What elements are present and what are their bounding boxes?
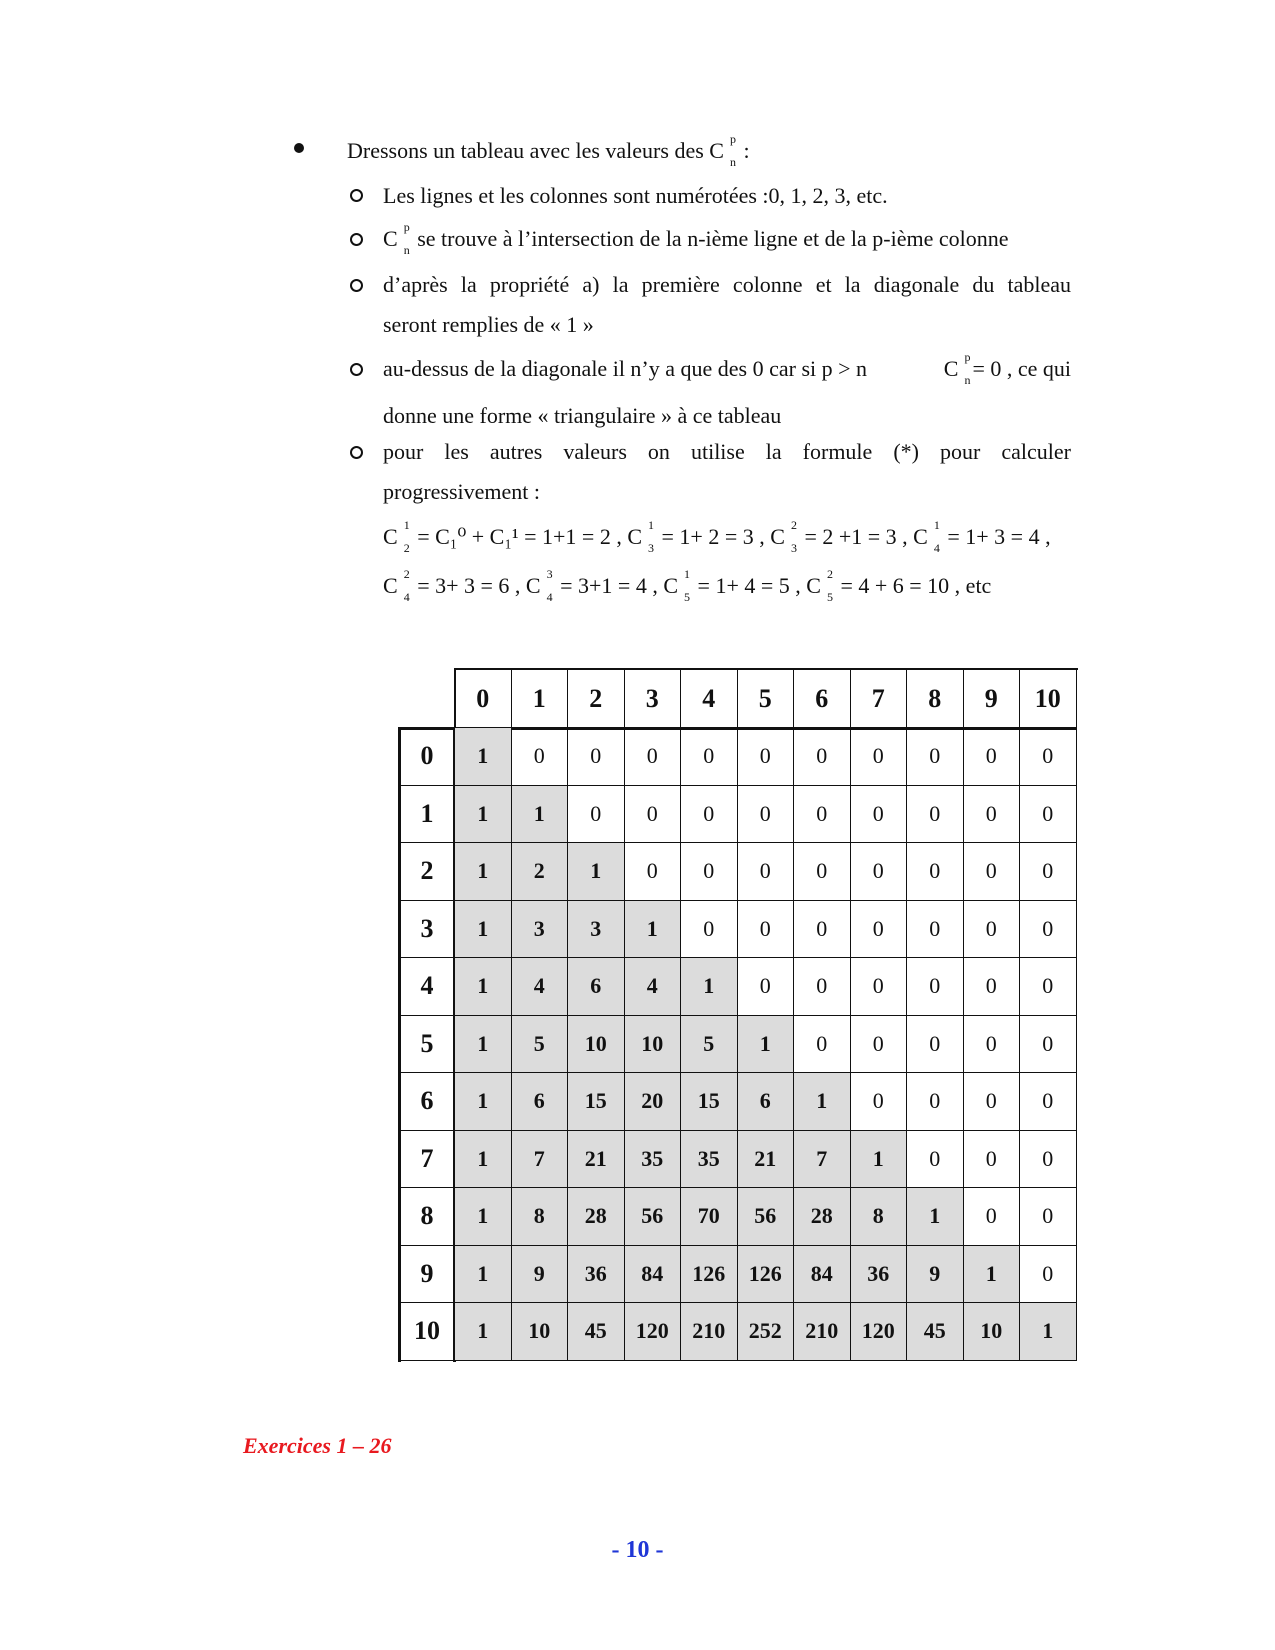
intro-line: [347, 132, 750, 169]
item-5-line-1: pour les autres valeurs on utilise la formule (*) pour calculer: [383, 439, 1071, 464]
table-cell: 84: [794, 1246, 851, 1304]
table-cell: 0: [625, 843, 682, 901]
table-cell: 1: [455, 786, 512, 844]
table-cell: 0: [1020, 901, 1077, 959]
formula-expression: = 3+ 3 = 6 ,: [411, 573, 526, 598]
table-cell: 126: [681, 1246, 738, 1304]
table-cell: 0: [1020, 1073, 1077, 1131]
item-4-line-1: [383, 350, 1071, 387]
column-header: 6: [794, 670, 851, 727]
item-4-end: = 0 , ce qui: [972, 356, 1071, 381]
table-cell: 120: [851, 1303, 908, 1361]
table-cell: 1: [455, 1131, 512, 1189]
table-cell: 1: [1020, 1303, 1077, 1361]
table-cell: 0: [681, 901, 738, 959]
table-cell: 28: [794, 1188, 851, 1246]
table-cell: 1: [455, 1188, 512, 1246]
item-3-line-2: seront remplies de « 1 »: [383, 312, 594, 337]
table-cell: 1: [455, 728, 512, 786]
table-cell: 0: [851, 1016, 908, 1074]
table-cell: 0: [625, 786, 682, 844]
table-cell: 36: [568, 1246, 625, 1304]
binomial-symbol: C 3 4: [525, 567, 553, 604]
table-cell: 0: [851, 958, 908, 1016]
table-cell: 0: [568, 728, 625, 786]
table-cell: 10: [625, 1016, 682, 1074]
column-header: 9: [964, 670, 1021, 727]
table-cell: 0: [964, 1073, 1021, 1131]
table-cell: 0: [907, 1131, 964, 1189]
table-cell: 0: [851, 843, 908, 901]
intro-text: Dressons un tableau avec les valeurs des: [347, 138, 704, 163]
table-cell: 28: [568, 1188, 625, 1246]
table-cell: 21: [568, 1131, 625, 1189]
table-cell: 0: [681, 786, 738, 844]
table-cell: 0: [512, 728, 569, 786]
item-2-text: se trouve à l’intersection de la n-ième ligne et de la p-ième colonne: [417, 226, 1009, 251]
table-cell: 0: [1020, 843, 1077, 901]
binomial-symbol: C 1 2: [383, 518, 410, 555]
table-cell: 1: [907, 1188, 964, 1246]
table-cell: 0: [851, 728, 908, 786]
row-header: 4: [400, 958, 454, 1016]
table-cell: 210: [681, 1303, 738, 1361]
table-cell: 10: [512, 1303, 569, 1361]
table-cell: 9: [907, 1246, 964, 1304]
table-cell: 0: [1020, 728, 1077, 786]
table-cell: 0: [738, 728, 795, 786]
table-cell: 56: [625, 1188, 682, 1246]
table-cell: 5: [512, 1016, 569, 1074]
formula-expression: = 3+1 = 4 ,: [554, 573, 664, 598]
table-cell: 1: [851, 1131, 908, 1189]
table-cell: 6: [512, 1073, 569, 1131]
table-cell: 0: [964, 843, 1021, 901]
column-header: 10: [1020, 670, 1077, 727]
row-header: 3: [400, 901, 454, 959]
table-cell: 0: [964, 728, 1021, 786]
formula-expression: = 1+ 2 = 3 ,: [656, 524, 771, 549]
table-cell: 0: [907, 1016, 964, 1074]
formula-expression: = 1+ 4 = 5 ,: [692, 573, 807, 598]
table-cell: 0: [907, 901, 964, 959]
table-cell: 1: [455, 1246, 512, 1304]
item-2: [383, 220, 1009, 257]
table-cell: 0: [625, 728, 682, 786]
table-cell: 0: [794, 1016, 851, 1074]
table-cell: 0: [907, 843, 964, 901]
exercices-label: Exercices 1 – 26: [243, 1433, 392, 1458]
page-number: - 10 -: [611, 1537, 664, 1563]
binomial-symbol: C 2 4: [383, 567, 410, 604]
column-header: 5: [738, 670, 795, 727]
binomial-symbol: C p n: [943, 350, 971, 387]
binomial-symbol: C 2 3: [770, 518, 797, 555]
table-cell: 0: [907, 786, 964, 844]
table-cell: 20: [625, 1073, 682, 1131]
table-cell: 0: [1020, 1188, 1077, 1246]
row-header: 2: [400, 843, 454, 901]
sub-bullet-icon: [350, 279, 363, 292]
binomial-symbol: C 1 5: [663, 567, 691, 604]
binomial-symbol: C 1 3: [627, 518, 655, 555]
table-cell: 0: [681, 843, 738, 901]
table-cell: 35: [681, 1131, 738, 1189]
item-4-line-2: donne une forme « triangulaire » à ce tableau: [383, 403, 782, 428]
row-header: 1: [400, 786, 454, 844]
intro-suffix: :: [743, 138, 750, 163]
table-cell: 35: [625, 1131, 682, 1189]
row-header: 8: [400, 1188, 454, 1246]
table-cell: 5: [681, 1016, 738, 1074]
column-header: 4: [681, 670, 738, 727]
table-cell: 0: [794, 958, 851, 1016]
table-cell: 0: [738, 843, 795, 901]
sub-bullet-icon: [350, 233, 363, 246]
table-cell: 1: [738, 1016, 795, 1074]
table-cell: 10: [964, 1303, 1021, 1361]
formula-expression: = 1+ 3 = 4 ,: [941, 524, 1051, 549]
table-cell: 0: [1020, 958, 1077, 1016]
table-cell: 0: [681, 728, 738, 786]
binomial-symbol: C 1 4: [913, 518, 940, 555]
table-cell: 120: [625, 1303, 682, 1361]
table-cell: 45: [907, 1303, 964, 1361]
row-header: 6: [400, 1073, 454, 1131]
table-cell: 0: [907, 1073, 964, 1131]
table-cell: 7: [794, 1131, 851, 1189]
table-cell: 1: [681, 958, 738, 1016]
table-cell: 0: [907, 728, 964, 786]
table-cell: 0: [851, 901, 908, 959]
table-cell: 1: [512, 786, 569, 844]
table-cell: 3: [568, 901, 625, 959]
row-header: 7: [400, 1131, 454, 1189]
table-cell: 1: [455, 958, 512, 1016]
sub-bullet-icon: [350, 189, 363, 202]
table-cell: 0: [964, 786, 1021, 844]
table-cell: 210: [794, 1303, 851, 1361]
sub-bullet-icon: [350, 446, 363, 459]
table-cell: 0: [794, 843, 851, 901]
table-cell: 10: [568, 1016, 625, 1074]
table-cell: 1: [794, 1073, 851, 1131]
table-cell: 0: [964, 1131, 1021, 1189]
table-cell: 1: [964, 1246, 1021, 1304]
table-cell: 9: [512, 1246, 569, 1304]
table-cell: 1: [568, 843, 625, 901]
table-cell: 0: [738, 958, 795, 1016]
column-header: 2: [568, 670, 625, 727]
table-cell: 0: [738, 901, 795, 959]
binomial-symbol: C p n: [383, 220, 410, 257]
formula-row-1: [383, 518, 1051, 555]
table-cell: 70: [681, 1188, 738, 1246]
table-cell: 1: [455, 1303, 512, 1361]
table-cell: 0: [794, 786, 851, 844]
formula-expression: = 4 + 6 = 10 , etc: [834, 573, 992, 598]
row-header: 0: [400, 728, 454, 786]
table-cell: 3: [512, 901, 569, 959]
item-3-line-1: d’après la propriété a) la première colonne et la diagonale du tableau: [383, 272, 1071, 297]
table-cell: 0: [794, 728, 851, 786]
table-cell: 8: [851, 1188, 908, 1246]
column-header: 3: [625, 670, 682, 727]
row-header: 10: [400, 1303, 454, 1361]
table-cell: 8: [512, 1188, 569, 1246]
table-cell: 252: [738, 1303, 795, 1361]
row-header: 9: [400, 1246, 454, 1304]
table-cell: 0: [851, 1073, 908, 1131]
item-1: Les lignes et les colonnes sont numérotées :0, 1, 2, 3, etc.: [383, 183, 888, 208]
binomial-symbol: C p n: [709, 132, 736, 169]
formula-row-2: [383, 567, 992, 604]
table-cell: 0: [907, 958, 964, 1016]
table-cell: 0: [794, 901, 851, 959]
table-cell: 0: [851, 786, 908, 844]
column-header: 7: [851, 670, 908, 727]
table-cell: 15: [568, 1073, 625, 1131]
table-cell: 15: [681, 1073, 738, 1131]
row-header: 5: [400, 1016, 454, 1074]
column-header: 1: [512, 670, 569, 727]
table-cell: 0: [738, 786, 795, 844]
table-cell: 0: [964, 901, 1021, 959]
table-cell: 0: [1020, 1016, 1077, 1074]
item-4-end-group: [943, 350, 1071, 387]
item-4-start: au-dessus de la diagonale il n’y a que des 0 car si p > n: [383, 356, 868, 381]
sub-bullet-icon: [350, 363, 363, 376]
bullet-icon: [294, 143, 304, 153]
table-cell: 6: [568, 958, 625, 1016]
table-cell: 7: [512, 1131, 569, 1189]
table-cell: 1: [455, 901, 512, 959]
table-cell: 1: [455, 843, 512, 901]
table-cell: 0: [1020, 1246, 1077, 1304]
table-cell: 0: [964, 958, 1021, 1016]
item-5-line-2: progressivement :: [383, 479, 541, 504]
table-cell: 2: [512, 843, 569, 901]
table-cell: 84: [625, 1246, 682, 1304]
table-cell: 1: [625, 901, 682, 959]
table-cell: 4: [625, 958, 682, 1016]
table-cell: 0: [964, 1016, 1021, 1074]
table-cell: 1: [455, 1073, 512, 1131]
table-cell: 21: [738, 1131, 795, 1189]
table-cell: 0: [964, 1188, 1021, 1246]
table-cell: 36: [851, 1246, 908, 1304]
formula-expression: = C₁⁰ + C₁¹ = 1+1 = 2 ,: [411, 524, 628, 549]
table-cell: 1: [455, 1016, 512, 1074]
column-header: 0: [455, 670, 512, 727]
binomial-symbol: C 2 5: [806, 567, 833, 604]
column-header: 8: [907, 670, 964, 727]
table-cell: 6: [738, 1073, 795, 1131]
table-cell: 0: [1020, 1131, 1077, 1189]
table-cell: 45: [568, 1303, 625, 1361]
table-cell: 4: [512, 958, 569, 1016]
formula-expression: = 2 +1 = 3 ,: [798, 524, 914, 549]
table-cell: 0: [568, 786, 625, 844]
table-cell: 56: [738, 1188, 795, 1246]
table-cell: 0: [1020, 786, 1077, 844]
table-cell: 126: [738, 1246, 795, 1304]
